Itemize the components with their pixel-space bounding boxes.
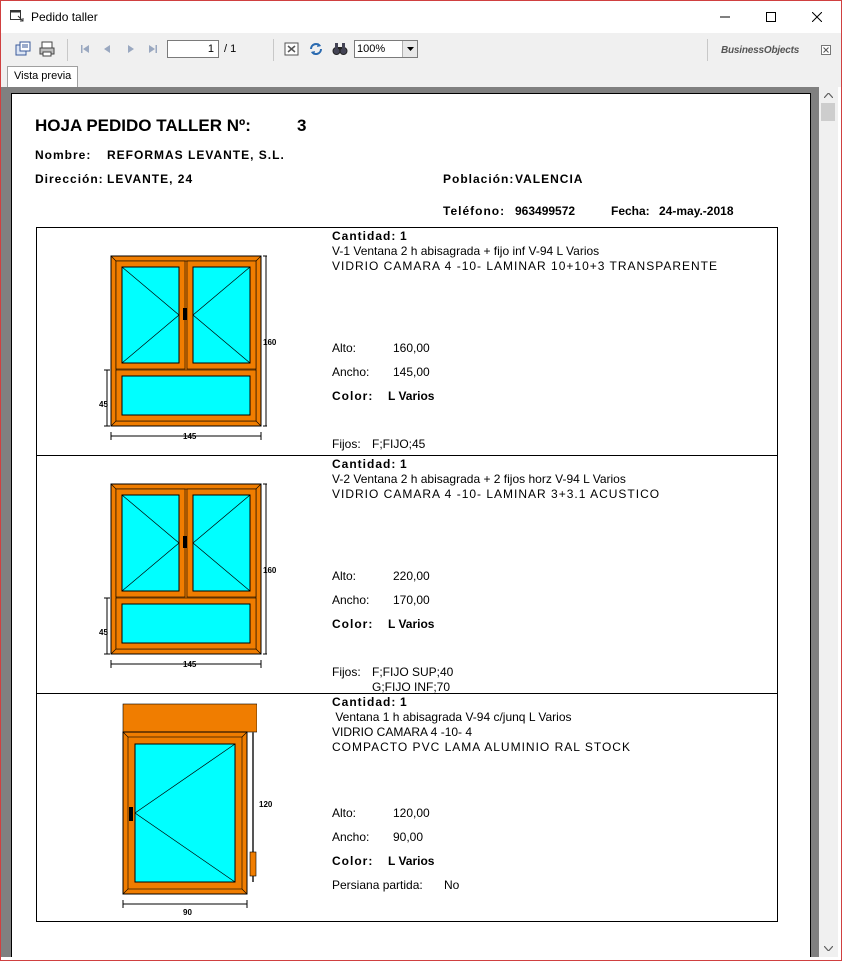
persiana-label: Persiana partida: [332,878,423,892]
alto-label: Alto: [332,806,357,820]
persiana-value: No [444,878,460,892]
scroll-thumb[interactable] [821,103,835,121]
page-number-input[interactable]: 1 [167,40,219,58]
color-label: Color: [332,617,374,631]
poblacion-value: VALENCIA [515,172,584,186]
first-page-button[interactable] [77,41,93,57]
telefono-label: Teléfono: [443,204,506,218]
next-page-button[interactable] [123,41,139,57]
scroll-up-button[interactable] [823,90,834,100]
vertical-scrollbar[interactable] [819,87,838,957]
maximize-icon [766,12,776,22]
telefono-value: 963499572 [515,204,576,218]
toolbar [1,33,841,66]
poblacion-label: Población: [443,172,515,186]
first-page-icon [80,44,90,54]
alto-value: 120,00 [393,806,430,820]
cantidad-label: Cantidad: [332,229,397,243]
fijos-value-2: G;FIJO INF;70 [372,680,451,694]
item-glass: VIDRIO CAMARA 4 -10- LAMINAR 3+3.1 ACUSTICO [332,487,661,501]
cantidad-value: 1 [400,229,407,243]
fijos-label: Fijos: [332,665,361,679]
fijos-value: F;FIJO SUP;40 [372,665,454,679]
export-button[interactable] [15,41,31,57]
color-value: L Varios [388,389,435,403]
order-item [36,227,778,456]
ancho-value: 145,00 [393,365,430,379]
fecha-value: 24-may.-2018 [659,204,734,218]
minimize-icon [720,12,730,22]
direccion-value: LEVANTE, 24 [107,172,194,186]
ancho-value: 170,00 [393,593,430,607]
ancho-label: Ancho: [332,365,370,379]
dim-height: 160 [263,566,277,575]
toolbar-separator [273,39,274,61]
zoom-select[interactable] [354,40,418,58]
close-view-icon [284,41,300,57]
fijos-label: Fijos: [332,437,361,451]
chevron-down-icon [824,946,833,951]
cantidad-value: 1 [400,695,407,709]
fijos-value: F;FIJO;45 [372,437,426,451]
report-heading: HOJA PEDIDO TALLER Nº: [35,116,251,135]
window-drawing-3 [117,702,257,922]
item-description: V-1 Ventana 2 h abisagrada + fijo inf V-94 L Varios [332,244,600,258]
direccion-label: Dirección: [35,172,104,186]
maximize-button[interactable] [748,1,794,33]
chevron-down-icon [407,47,414,51]
dim-fixed: 45 [99,400,108,409]
color-value: L Varios [388,617,435,631]
cantidad-label: Cantidad: [332,457,397,471]
close-button[interactable] [794,1,840,33]
last-page-icon [148,44,158,54]
prev-page-button[interactable] [99,41,115,57]
window-drawing-1 [97,248,267,452]
close-icon [812,12,822,22]
window-drawing-2 [97,476,267,680]
zoom-value: 100% [357,43,386,55]
item-glass: VIDRIO CAMARA 4 -10- LAMINAR 10+10+3 TRANSPARENTE [332,259,719,273]
color-label: Color: [332,854,374,868]
last-page-button[interactable] [145,41,161,57]
zoom-dropdown[interactable] [402,41,417,57]
cantidad-label: Cantidad: [332,695,397,709]
refresh-icon [308,41,324,57]
window-title: Pedido taller [31,10,98,24]
dim-height: 120 [259,800,273,809]
app-icon [10,10,24,22]
chevron-up-icon [824,93,833,98]
refresh-button[interactable] [308,41,324,57]
businessobjects-logo: BusinessObjects [721,45,800,56]
alto-value: 220,00 [393,569,430,583]
toolbar-separator [67,39,68,61]
nombre-label: Nombre: [35,148,92,162]
toolbar-separator [707,39,708,61]
ancho-value: 90,00 [393,830,424,844]
order-number: 3 [297,116,307,135]
next-page-icon [126,44,136,54]
fecha-label: Fecha: [611,204,650,218]
report-viewport [1,87,819,957]
print-button[interactable] [39,41,55,57]
close-panel-icon[interactable] [821,45,831,55]
prev-page-icon [102,44,112,54]
order-item [36,455,778,694]
ancho-label: Ancho: [332,593,370,607]
dim-width: 145 [183,660,197,669]
cantidad-value: 1 [400,457,407,471]
alto-value: 160,00 [393,341,430,355]
tab-row [1,65,841,87]
color-value: L Varios [388,854,435,868]
ancho-label: Ancho: [332,830,370,844]
item-description: Ventana 1 h abisagrada V-94 c/junq L Varios [332,710,572,724]
dim-height: 160 [263,338,277,347]
item-shutter: COMPACTO PVC LAMA ALUMINIO RAL STOCK [332,740,631,754]
dim-width: 90 [183,908,192,917]
search-button[interactable] [332,41,348,57]
page-total: / 1 [224,43,237,55]
minimize-button[interactable] [702,1,748,33]
alto-label: Alto: [332,569,357,583]
dim-fixed: 45 [99,628,108,637]
nombre-value: REFORMAS LEVANTE, S.L. [107,148,285,162]
print-icon [39,41,55,57]
item-description: V-2 Ventana 2 h abisagrada + 2 fijos horz V-94 L Varios [332,472,626,486]
title-bar [1,1,841,33]
dim-width: 145 [183,432,197,441]
tab-vista-previa[interactable]: Vista previa [7,66,78,87]
alto-label: Alto: [332,341,357,355]
binoculars-icon [332,41,348,57]
report-page [11,93,811,957]
item-glass: VIDRIO CAMARA 4 -10- 4 [332,725,473,739]
export-icon [15,41,31,57]
color-label: Color: [332,389,374,403]
order-item [36,693,778,922]
close-view-button[interactable] [284,41,300,57]
scroll-down-button[interactable] [823,943,834,953]
